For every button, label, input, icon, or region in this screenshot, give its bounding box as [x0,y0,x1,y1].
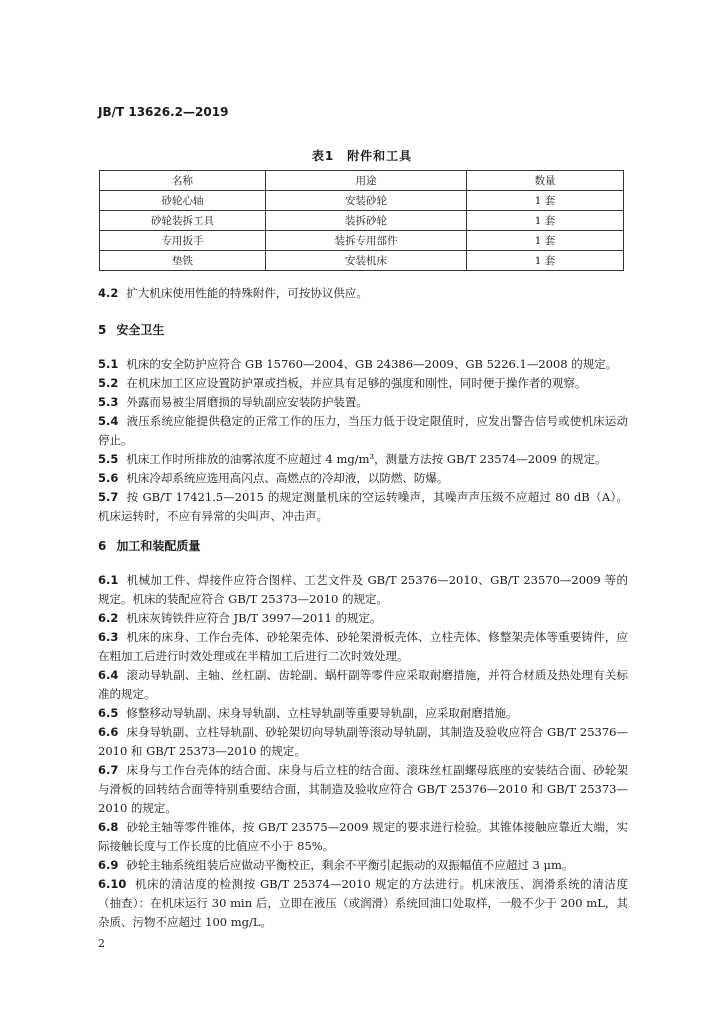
clause-text: 机床冷却系统应选用高闪点、高燃点的冷却液，以防燃、防爆。 [126,471,449,485]
table-row [100,251,624,271]
clause-text: 扩大机床使用性能的特殊附件，可按协议供应。 [126,286,368,300]
section-title: 加工和装配质量 [116,539,201,553]
cell-name: 垫铁 [100,251,266,271]
clause [98,609,628,628]
clause-text: 砂轮主轴系统组装后应做动平衡校正，剩余不平衡引起振动的双振幅值不应超过 3 μm。 [126,858,574,872]
clause-number: 6.10 [98,877,127,891]
section-5-heading [98,321,164,338]
clause-number: 4.2 [98,286,119,300]
clause-number: 6.7 [98,763,119,777]
cell-name: 砂轮装拆工具 [100,211,266,231]
clause [98,856,628,875]
clause-text: 液压系统应能提供稳定的正常工作的压力，当压力低于设定限值时，应发出警告信号或使机床运动停止。 [98,414,628,447]
standard-code: JB/T 13626.2—2019 [98,105,229,119]
table-row [100,211,624,231]
clause-4-2 [98,284,628,303]
clause-text: 在机床加工区应设置防护罩或挡板，并应具有足够的强度和刚性，同时便于操作者的观察。 [126,376,587,390]
clause-number: 5.2 [98,376,119,390]
header-quantity: 数量 [467,171,624,191]
clause-text: 床身导轨副、立柱导轨副、砂轮架切向导轨副等滚动导轨副，其制造及验收应符合 GB/T 25376—2010 和 GB/T 25373—2010 的规定。 [98,725,628,758]
clause [98,571,628,609]
page-number: 2 [98,937,105,950]
clause-number: 5.5 [98,452,119,466]
clause-number: 6.8 [98,820,119,834]
cell-use: 装拆砂轮 [266,211,467,231]
table-row [100,231,624,251]
clause-text: 按 GB/T 17421.5—2015 的规定测量机床的空运转噪声，其噪声声压级不应超过 80 dB（A）。机床运转时，不应有异常的尖叫声、冲击声。 [98,490,628,523]
table-title: 表1 附件和工具 [311,149,413,163]
cell-quantity: 1 套 [467,191,624,211]
cell-quantity: 1 套 [467,251,624,271]
cell-name: 专用扳手 [100,231,266,251]
cell-quantity: 1 套 [467,211,624,231]
clause [98,393,628,412]
clause [98,355,628,374]
clause-text: 床身与工作台壳体的结合面、床身与后立柱的结合面、滚珠丝杠副螺母底座的安装结合面、砂轮架与滑板的回转结合面等特别重要结合面，其制造及验收应符合 GB/T 25376—2010 和 GB/T 25373—2010 的规定。 [98,763,628,815]
clause-text: 机床的安全防护应符合 GB 15760—2004、GB 24386—2009、GB 5226.1—2008 的规定。 [126,357,618,371]
clause [98,628,628,666]
clause-number: 5.1 [98,357,119,371]
section-6-body [98,571,628,932]
cell-use: 安装砂轮 [266,191,467,211]
header-name: 名称 [100,171,266,191]
section-number: 5 [98,323,107,337]
clause [98,488,628,526]
clause-number: 5.4 [98,414,119,428]
clause-number: 6.9 [98,858,119,872]
clause-text: 滚动导轨副、主轴、丝杠副、齿轮副、蜗杆副等零件应采取耐磨措施，并符合材质及热处理有关标准的规定。 [98,668,628,701]
clause-text: 机械加工件、焊接件应符合图样、工艺文件及 GB/T 25376—2010、GB/T 23570—2009 等的规定。机床的装配应符合 GB/T 25373—2010 的规定。 [98,573,628,606]
clause [98,450,628,469]
clause [98,412,628,450]
clause-text: 外露而易被尘屑磨损的导轨副应安装防护装置。 [126,395,368,409]
clause [98,875,628,932]
header-use: 用途 [266,171,467,191]
clause-text: 砂轮主轴等零件锥体，按 GB/T 23575—2009 规定的要求进行检验。其锥体接触应靠近大端，实际接触长度与工作长度的比值应不小于 85%。 [98,820,628,853]
table-header-row [100,171,624,191]
table-row [100,191,624,211]
clause [98,374,628,393]
clause-text: 机床的床身、工作台壳体、砂轮架壳体、砂轮架滑板壳体、立柱壳体、修整架壳体等重要铸件，应在粗加工后进行时效处理或在半精加工后进行二次时效处理。 [98,630,628,663]
clause-number: 5.6 [98,471,119,485]
cell-use: 装拆专用部件 [266,231,467,251]
clause-text: 机床灰铸铁件应符合 JB/T 3997—2011 的规定。 [126,611,382,625]
clause-number: 6.6 [98,725,119,739]
section-number: 6 [98,539,107,553]
clause-number: 6.3 [98,630,119,644]
clause-text: 机床的清洁度的检测按 GB/T 25374—2010 规定的方法进行。机床液压、润滑系统的清洁度（抽查）：在机床运行 30 min 后，立即在液压（或润滑）系统回油口处取样，一般不少于 200 mL，其杂质、污物不应超过 100 mg/L。 [98,877,628,929]
clause-number: 5.7 [98,490,119,504]
clause [98,818,628,856]
clause-number: 5.3 [98,395,119,409]
clause-number: 6.1 [98,573,119,587]
clause [98,704,628,723]
clause-number: 6.4 [98,668,119,682]
clause [98,723,628,761]
clause [98,469,628,488]
clause-number: 6.5 [98,706,119,720]
section-title: 安全卫生 [116,323,165,337]
clause [98,666,628,704]
section-5-body [98,355,628,526]
section-6-heading [98,537,200,554]
accessories-table [99,170,624,271]
clause [98,761,628,818]
cell-name: 砂轮心轴 [100,191,266,211]
clause-text: 修整移动导轨副、床身导轨副、立柱导轨副等重要导轨副，应采取耐磨措施。 [126,706,518,720]
clause-number: 6.2 [98,611,119,625]
cell-use: 安装机床 [266,251,467,271]
clause-text: 机床工作时所排放的油雾浓度不应超过 4 mg/m³，测量方法按 GB/T 23574—2009 的规定。 [126,452,607,466]
cell-quantity: 1 套 [467,231,624,251]
